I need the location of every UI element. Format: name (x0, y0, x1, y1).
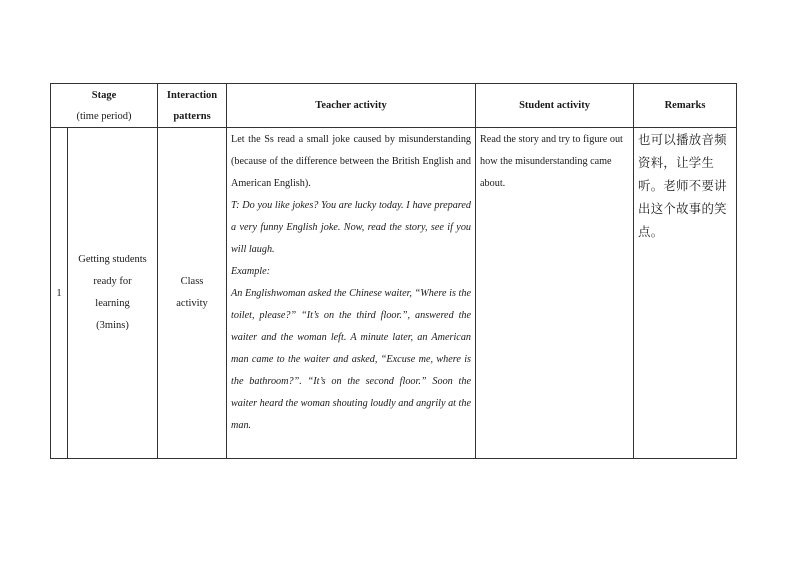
teacher-example-text: An Englishwoman asked the Chinese waiter, “Where is the toilet, please?” “It’s on the third floor.”, answered the waiter and the woman left. A minute later, an American man came to the waiter and asked, “Excuse me, where is the bathroom?”. “It’s on the second floor.” Soon the waiter heard the woman shouting loudly and angrily at the man. (231, 288, 472, 431)
interaction-line: Class (180, 276, 204, 287)
teacher-activity-cell (227, 128, 476, 459)
header-teacher-label: Teacher activity (315, 100, 387, 111)
stage-line: Getting students (78, 254, 147, 265)
header-interaction-label: Interaction (166, 89, 218, 101)
interaction-cell (158, 128, 227, 459)
teacher-prompt: T: Do you like jokes? You are lucky today. I have prepared a very funny English joke. Now, read the story, see if you will laugh. (231, 200, 472, 255)
remarks-text: 也可以播放音频资料，让学生听。老师不要讲出这个故事的笑点。 (638, 132, 727, 239)
header-interaction (158, 84, 227, 128)
teacher-example-label: Example: (231, 266, 271, 277)
header-teacher (227, 84, 476, 128)
header-stage (51, 84, 158, 128)
header-stage-label: Stage (91, 89, 117, 101)
stage-line: learning (95, 298, 130, 309)
remarks-cell (634, 128, 737, 459)
stage-line: (3mins) (96, 320, 129, 331)
stage-cell (68, 128, 158, 459)
table-row (51, 128, 737, 459)
header-stage-sub: (time period) (76, 110, 132, 122)
teacher-intro: Let the Ss read a small joke caused by misunderstanding (because of the difference between the British English and American English). (231, 134, 472, 189)
header-student (476, 84, 634, 128)
student-activity-cell (476, 128, 634, 459)
interaction-line: activity (176, 298, 208, 309)
header-interaction-sub: patterns (173, 110, 211, 122)
header-student-label: Student activity (519, 100, 590, 111)
stage-line: ready for (93, 276, 132, 287)
student-activity-text: Read the story and try to figure out how the misunderstanding came about. (480, 134, 623, 189)
header-remarks (634, 84, 737, 128)
row-number: 1 (51, 128, 68, 459)
lesson-plan-table (50, 83, 737, 459)
header-row (51, 84, 737, 128)
header-remarks-label: Remarks (664, 100, 706, 111)
